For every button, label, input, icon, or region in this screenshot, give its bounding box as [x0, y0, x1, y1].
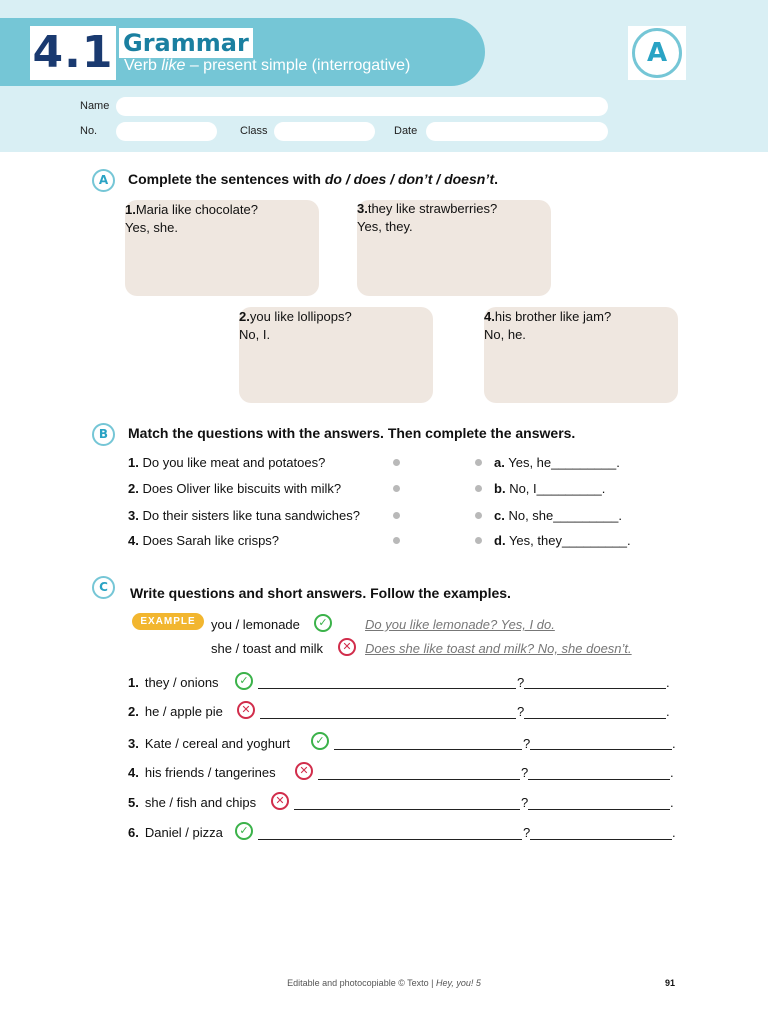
level-letter: A	[632, 28, 682, 78]
section-title: Grammar	[119, 28, 253, 58]
question-mark-6: ?	[523, 825, 531, 840]
match-question-1: 1. Do you like meat and potatoes?	[128, 455, 326, 470]
question-mark-4: ?	[521, 765, 529, 780]
match-dot-right-a[interactable]	[475, 459, 482, 466]
full-stop-6: .	[672, 825, 676, 840]
worksheet-subtitle: Verb like – present simple (interrogative)	[124, 57, 411, 74]
section-b-instruction: Match the questions with the answers. Then complete the answers.	[128, 425, 576, 441]
question-answer-line-4[interactable]	[318, 779, 520, 780]
footer-copyright: Editable and photocopiable © Texto | Hey, you! 5	[287, 978, 481, 988]
name-label: Name	[80, 100, 110, 112]
cross-circle-icon: ✕	[271, 792, 289, 810]
question-answer-line-3[interactable]	[334, 749, 522, 750]
exercise-item-5: 5. she / fish and chips	[128, 795, 257, 810]
match-dot-right-c[interactable]	[475, 512, 482, 519]
full-stop-2: .	[666, 704, 670, 719]
question-answer-line-6[interactable]	[258, 839, 522, 840]
match-answer-b: b. No, I_________.	[494, 481, 606, 496]
number-field[interactable]	[116, 122, 217, 141]
example-badge: EXAMPLE	[132, 613, 204, 630]
check-circle-icon: ✓	[235, 672, 253, 690]
exercise-item-6: 6. Daniel / pizza	[128, 825, 223, 840]
full-stop-5: .	[670, 795, 674, 810]
section-a-icon: A	[92, 169, 115, 192]
match-question-4: 4. Does Sarah like crisps?	[128, 533, 280, 548]
match-question-3: 3. Do their sisters like tuna sandwiches?	[128, 508, 360, 523]
exercise-item-2: 2. he / apple pie	[128, 704, 223, 719]
short-answer-line-2[interactable]	[524, 718, 666, 719]
card-text-2: 2.you like lollipops? No, I.	[239, 309, 352, 342]
section-c-instruction: Write questions and short answers. Follow the examples.	[130, 585, 511, 601]
example-answer-1: Do you like lemonade? Yes, I do.	[365, 617, 555, 632]
question-mark-3: ?	[523, 736, 531, 751]
check-circle-icon: ✓	[314, 614, 332, 632]
cross-circle-icon: ✕	[237, 701, 255, 719]
exercise-item-4: 4. his friends / tangerines	[128, 765, 276, 780]
full-stop-4: .	[670, 765, 674, 780]
match-answer-c: c. No, she_________.	[494, 508, 622, 523]
class-field[interactable]	[274, 122, 375, 141]
match-answer-d: d. Yes, they_________.	[494, 533, 631, 548]
question-answer-line-2[interactable]	[260, 718, 516, 719]
short-answer-line-4[interactable]	[528, 779, 670, 780]
question-mark-2: ?	[517, 704, 525, 719]
level-badge	[628, 26, 686, 80]
name-field[interactable]	[116, 97, 608, 116]
question-mark-1: ?	[517, 675, 525, 690]
match-dot-right-d[interactable]	[475, 537, 482, 544]
date-field[interactable]	[426, 122, 608, 141]
exercise-item-1: 1. they / onions	[128, 675, 219, 690]
example-prompt-1: you / lemonade	[211, 617, 300, 632]
card-text-3: 3.they like strawberries? Yes, they.	[357, 201, 498, 234]
card-text-1: 1.Maria like chocolate? Yes, she.	[125, 202, 258, 235]
cross-circle-icon: ✕	[295, 762, 313, 780]
number-label: No.	[80, 125, 98, 137]
page-number: 91	[665, 978, 676, 988]
example-answer-2: Does she like toast and milk? No, she doesn’t.	[365, 641, 632, 656]
exercise-item-3: 3. Kate / cereal and yoghurt	[128, 736, 291, 751]
match-dot-left-1[interactable]	[393, 459, 400, 466]
full-stop-3: .	[672, 736, 676, 751]
short-answer-line-6[interactable]	[530, 839, 672, 840]
short-answer-line-3[interactable]	[530, 749, 672, 750]
section-a-instruction: Complete the sentences with do / does / don’t / doesn’t.	[128, 171, 498, 187]
section-c-icon: C	[92, 576, 115, 599]
card-text-4: 4.his brother like jam? No, he.	[484, 309, 612, 342]
section-b-icon: B	[92, 423, 115, 446]
check-circle-icon: ✓	[235, 822, 253, 840]
question-answer-line-5[interactable]	[294, 809, 520, 810]
full-stop-1: .	[666, 675, 670, 690]
match-dot-left-4[interactable]	[393, 537, 400, 544]
question-answer-line-1[interactable]	[258, 688, 516, 689]
unit-number: 4.1	[30, 26, 116, 80]
question-mark-5: ?	[521, 795, 529, 810]
match-dot-left-3[interactable]	[393, 512, 400, 519]
example-prompt-2: she / toast and milk	[211, 641, 323, 656]
short-answer-line-5[interactable]	[528, 809, 670, 810]
check-circle-icon: ✓	[311, 732, 329, 750]
short-answer-line-1[interactable]	[524, 688, 666, 689]
cross-circle-icon: ✕	[338, 638, 356, 656]
match-dot-right-b[interactable]	[475, 485, 482, 492]
match-dot-left-2[interactable]	[393, 485, 400, 492]
date-label: Date	[394, 125, 418, 137]
class-label: Class	[240, 125, 268, 137]
match-question-2: 2. Does Oliver like biscuits with milk?	[128, 481, 342, 496]
match-answer-a: a. Yes, he_________.	[494, 455, 620, 470]
